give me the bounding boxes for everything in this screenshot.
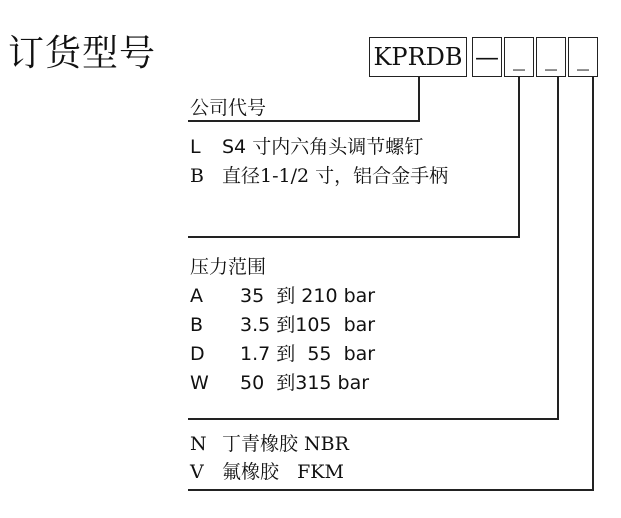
option-key: B [190,165,204,187]
option-text: S4 寸内六角头调节螺钉 [222,136,424,158]
option-row [190,164,448,188]
option-row [190,313,375,337]
option-text: 丁青橡胶 NBR [222,433,349,455]
option-text: 直径1-1/2 寸，铝合金手柄 [222,165,449,187]
option-text: 3.5 到105 bar [240,314,376,336]
option-row [190,135,423,159]
option-row [190,432,349,456]
slot-box-2 [536,37,566,77]
option-key: A [190,285,203,307]
option-row [190,284,375,308]
model-code-label: KPRDB [373,43,463,71]
connector-horizontal-1 [188,120,420,122]
option-row [190,371,369,395]
option-text: 35 到 210 bar [240,285,376,307]
option-key: N [190,433,207,455]
order-model-title: 订货型号 [8,33,157,74]
option-key: W [190,372,209,394]
slot-label-1: _ [513,43,525,71]
connector-vertical-2 [518,77,520,237]
dash-label: — [475,43,499,71]
connector-vertical-1 [418,77,420,121]
slot-box-3 [568,37,598,77]
option-text: 50 到315 bar [240,372,370,394]
slot-label-2: _ [545,43,557,71]
connector-vertical-4 [592,77,594,490]
option-row [190,342,375,366]
option-text: 氟橡胶 FKM [222,461,344,483]
section-pressure-range-heading: 压力范围 [190,256,267,278]
option-key: B [190,314,204,336]
model-code-box [369,37,467,77]
connector-horizontal-4 [188,489,594,491]
option-key: L [190,136,201,158]
option-text: 1.7 到 55 bar [240,343,376,365]
slot-box-1 [504,37,534,77]
section-company-code-heading: 公司代号 [190,97,267,119]
option-row [190,460,344,484]
connector-vertical-3 [557,77,559,419]
option-key: D [190,343,205,365]
slot-label-3: _ [577,43,589,71]
connector-horizontal-3 [188,418,559,420]
option-key: V [190,461,204,483]
connector-horizontal-2 [188,236,520,238]
dash-box [472,37,502,77]
